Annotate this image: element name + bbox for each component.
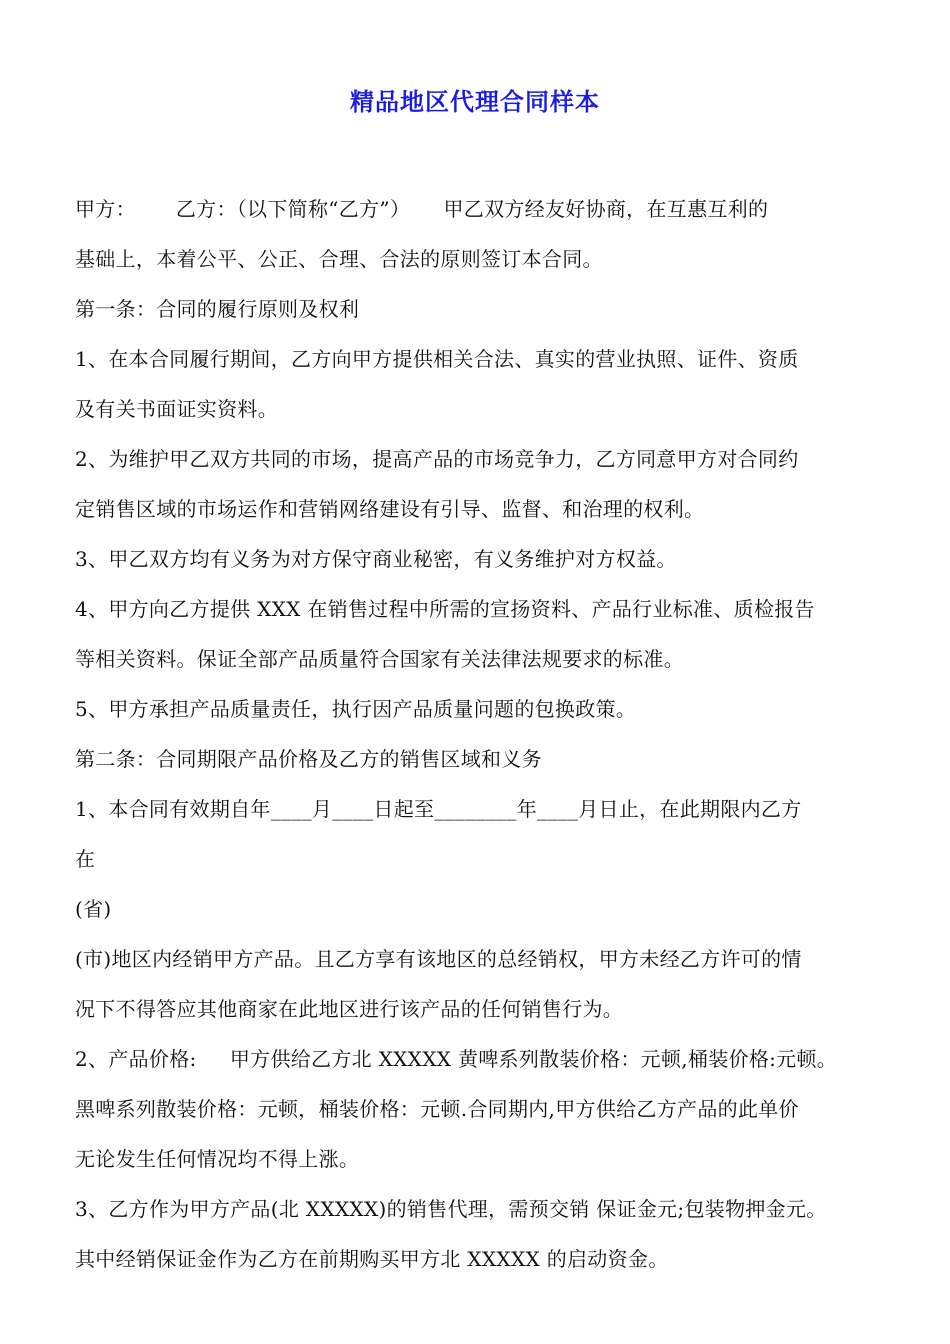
body-line: 3、甲乙双方均有义务为对方保守商业秘密，有义务维护对方权益。 — [75, 547, 677, 571]
body-line: 定销售区域的市场运作和营销网络建设有引导、监督、和治理的权利。 — [75, 497, 705, 521]
body-line: 在 — [75, 847, 96, 871]
body-line: 4、甲方向乙方提供 XXX 在销售过程中所需的宣扬资料、产品行业标准、质检报告 — [75, 597, 815, 621]
section-heading: 第二条：合同期限产品价格及乙方的销售区域和义务 — [75, 747, 542, 771]
body-line: 1、在本合同履行期间，乙方向甲方提供相关合法、真实的营业执照、证件、资质 — [75, 347, 799, 371]
document-body — [75, 184, 890, 1284]
body-line: 及有关书面证实资料。 — [75, 397, 278, 421]
body-line: 3、乙方作为甲方产品(北 XXXXX)的销售代理，需预交销 保证金元;包装物押金元。 — [75, 1197, 827, 1221]
body-line: 基础上，本着公平、公正、合理、合法的原则签订本合同。 — [75, 247, 603, 271]
body-line: (省) — [75, 897, 112, 921]
body-line: (市)地区内经销甲方产品。且乙方享有该地区的总经销权，甲方未经乙方许可的情 — [75, 947, 802, 971]
document-title: 精品地区代理合同样本 — [350, 88, 600, 116]
body-line: 黑啤系列散装价格：元顿，桶装价格：元顿.合同期内,甲方供给乙方产品的此单价 — [75, 1097, 799, 1121]
body-line: 其中经销保证金作为乙方在前期购买甲方北 XXXXX 的启动资金。 — [75, 1247, 669, 1271]
section-heading: 第一条：合同的履行原则及权利 — [75, 297, 360, 321]
body-line: 5、甲方承担产品质量责任，执行因产品质量问题的包换政策。 — [75, 697, 637, 721]
body-line: 况下不得答应其他商家在此地区进行该产品的任何销售行为。 — [75, 997, 624, 1021]
body-line: 甲方： 乙方：（以下简称“乙方”） 甲乙双方经友好协商，在互惠互利的 — [75, 197, 769, 221]
body-line: 1、本合同有效期自年____月____日起至________年____月日止，在此期限内乙方 — [75, 797, 802, 821]
body-line: 2、为维护甲乙双方共同的市场，提高产品的市场竞争力，乙方同意甲方对合同约 — [75, 447, 799, 471]
body-line: 等相关资料。保证全部产品质量符合国家有关法律法规要求的标准。 — [75, 647, 684, 671]
body-line: 2、产品价格: 甲方供给乙方北 XXXXX 黄啤系列散装价格：元顿,桶装价格:元顿。 — [75, 1047, 838, 1071]
body-line: 无论发生任何情况均不得上涨。 — [75, 1147, 360, 1171]
